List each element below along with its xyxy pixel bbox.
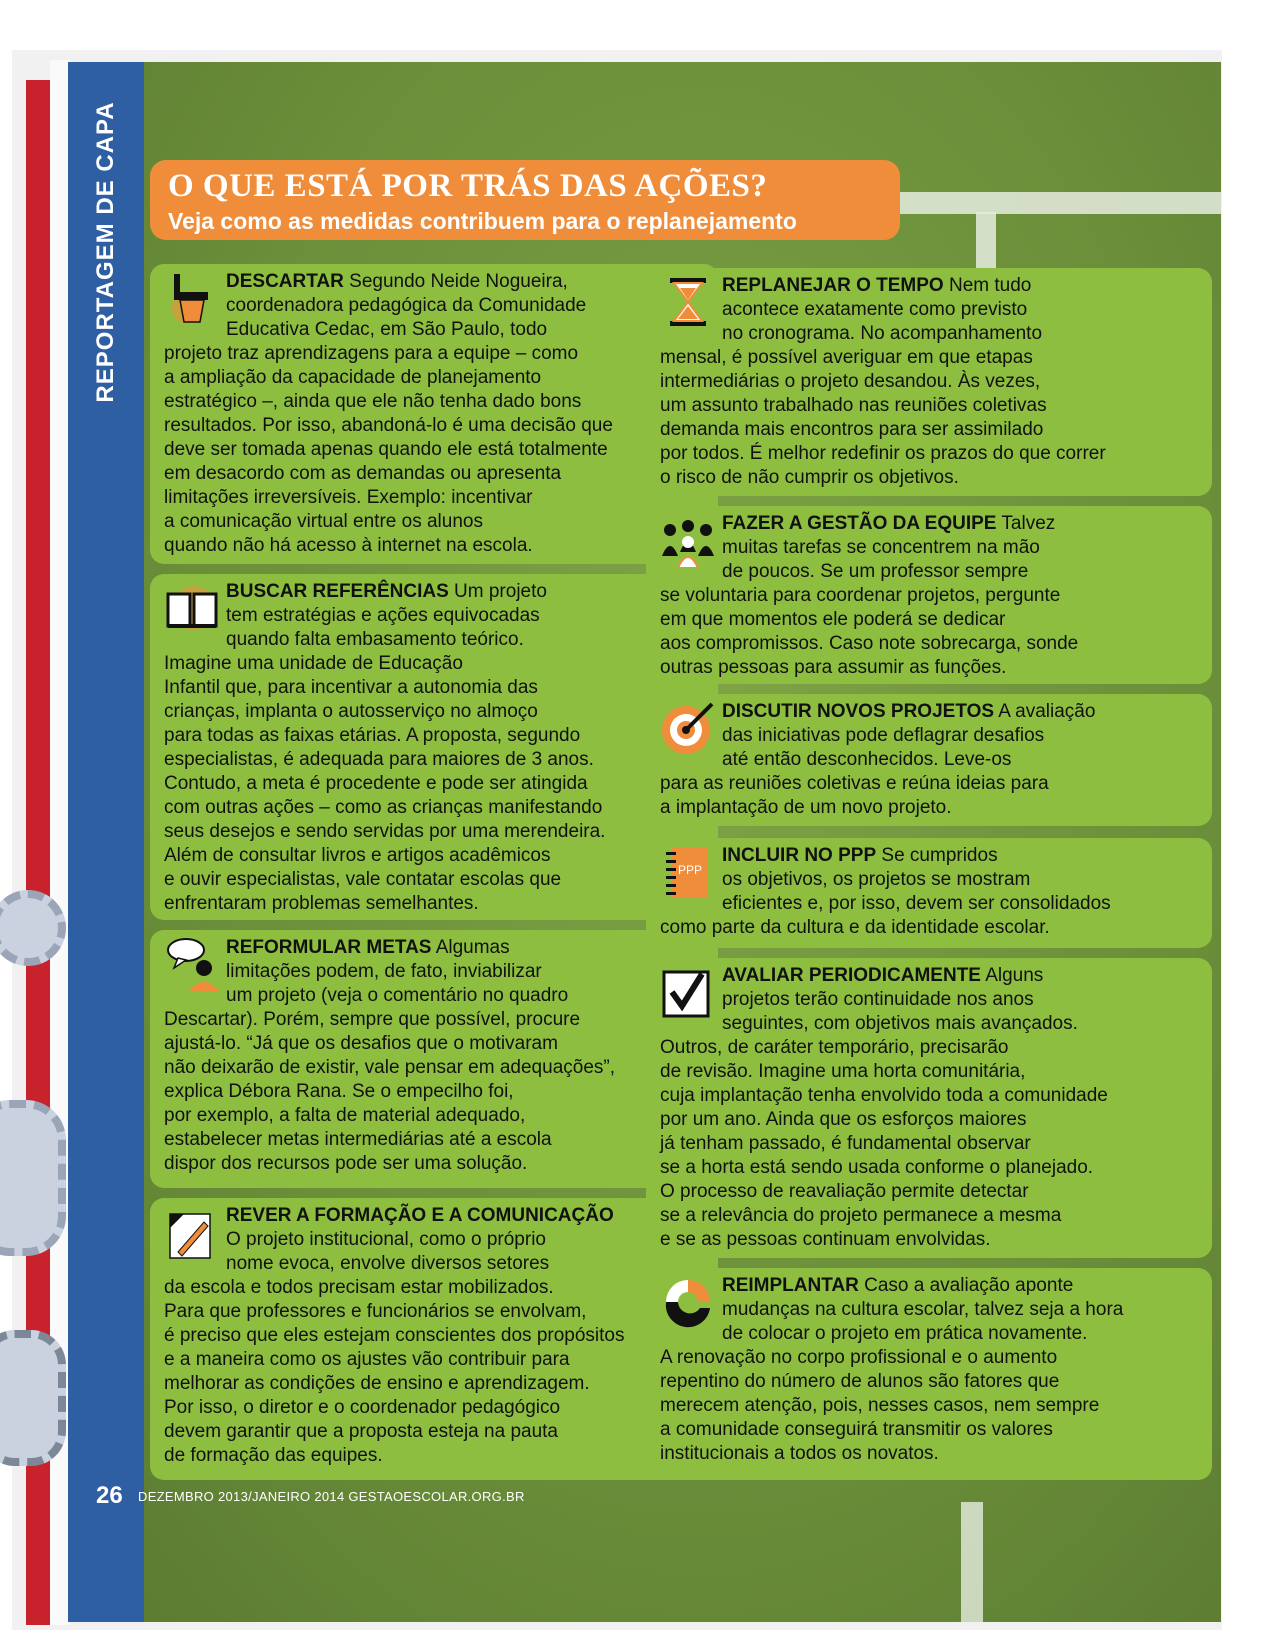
card-title: DESCARTAR (226, 271, 344, 292)
card-title: REFORMULAR METAS (226, 937, 432, 958)
card-title: AVALIAR PERIODICAMENTE (722, 965, 981, 986)
card-title: REVER A FORMAÇÃO E A COMUNICAÇÃO (226, 1205, 614, 1226)
card-body: mensal, é possível averiguar em que etapas intermediárias o projeto desandou. Às vezes, um assunto trabalhado nas reuniões coletivas demanda mais encontros para ser assimilado por todos. É melhor redefinir os prazos do que correr o risco de não cumprir os objetivos. (660, 347, 1106, 488)
recycle-arrow-icon (660, 1274, 716, 1330)
card-lead: Caso a avaliação aponte mudanças na cultura escolar, talvez seja a hora de colocar o projeto em prática novamente. (722, 1275, 1124, 1344)
card-avaliar-periodicamente (646, 958, 1212, 1258)
target-dart-icon (660, 700, 716, 756)
gear-decoration (0, 1100, 66, 1256)
checkmark-icon (660, 964, 716, 1020)
footer-info: DEZEMBRO 2013/JANEIRO 2014 GESTAOESCOLAR.ORG.BR (138, 1489, 525, 1504)
page-title: O QUE ESTÁ POR TRÁS DAS AÇÕES? (168, 168, 768, 204)
magazine-page (68, 62, 1221, 1622)
card-descartar (150, 264, 718, 564)
hourglass-icon (660, 274, 716, 330)
trash-bin-icon (164, 270, 220, 326)
card-lead: Se cumpridos os objetivos, os projetos se mostram eficientes e, por isso, devem ser consolidados (722, 845, 1111, 914)
card-lead: Algumas limitações podem, de fato, inviabilizar um projeto (veja o comentário no quadro (226, 937, 569, 1006)
page-number: 26 (96, 1482, 123, 1509)
card-title: INCLUIR NO PPP (722, 845, 877, 866)
card-body: se voluntaria para coordenar projetos, pergunte em que momentos ele poderá se dedicar aos compromissos. Caso note sobrecarga, sonde outras pessoas para assumir as funções. (660, 585, 1079, 678)
card-discutir-novos-projetos (646, 694, 1212, 826)
card-body: da escola e todos precisam estar mobilizados. Para que professores e funcionários se envolvam, é preciso que eles estejam conscientes dos propósitos e a maneira como os ajustes vão contribuir para melhorar as condições de ensino e aprendizagem. Por isso, o diretor e o coordenador pedagógico devem garantir que a proposta esteja na pauta de formação das equipes. (164, 1277, 625, 1466)
card-title: DISCUTIR NOVOS PROJETOS (722, 701, 995, 722)
card-body: como parte da cultura e da identidade escolar. (660, 917, 1050, 938)
team-people-icon (660, 512, 716, 568)
gear-decoration (0, 1330, 66, 1466)
card-title: REIMPLANTAR (722, 1275, 859, 1296)
card-lead: Segundo Neide Nogueira, coordenadora pedagógica da Comunidade Educativa Cedac, em São Paulo, todo (226, 271, 587, 340)
field-line (878, 192, 1221, 214)
card-lead: Nem tudo acontece exatamente como previsto no cronograma. No acompanhamento (722, 275, 1043, 344)
open-book-icon (164, 580, 220, 636)
card-body: Descartar). Porém, sempre que possível, procure ajustá-lo. “Já que os desafios que o motivaram não deixarão de existir, vale pensar em adequações”, explica Débora Rana. Se o empecilho foi, por exemplo, a falta de material adequado, estabelecer metas intermediárias até a escola dispor dos recursos pode ser uma solução. (164, 1009, 615, 1174)
card-title: REPLANEJAR O TEMPO (722, 275, 944, 296)
notebook-ppp-icon (660, 844, 716, 900)
card-lead: Alguns projetos terão continuidade nos anos seguintes, com objetivos mais avançados. (722, 965, 1078, 1034)
card-body: Imagine uma unidade de Educação Infantil que, para incentivar a autonomia das crianças, implanta o autosserviço no almoço para todas as faixas etárias. A proposta, segundo especialistas, é adequada para maiores de 3 anos. Contudo, a meta é procedente e pode ser atingida com outras ações – como as crianças manifestando seus desejos e sendo servidas por uma merendeira. Além de consultar livros e artigos acadêmicos e ouvir especialistas, vale contatar escolas que enfrentaram problemas semelhantes. (164, 653, 606, 914)
card-lead: A avaliação das iniciativas pode deflagrar desafios até então desconhecidos. Leve-os (722, 701, 1096, 770)
card-body: Outros, de caráter temporário, precisarão de revisão. Imagine uma horta comunitária, cuja implantação tenha envolvido toda a comunidade por um ano. Ainda que os esforços maiores já tenham passado, é fundamental observar se a horta está sendo usada conforme o planejado. O processo de reavaliação permite detectar se a relevância do projeto permanece a mesma e se as pessoas continuam envolvidas. (660, 1037, 1108, 1250)
section-spine (68, 62, 144, 1622)
page-subtitle: Veja como as medidas contribuem para o replanejamento (168, 208, 797, 234)
section-label: REPORTAGEM DE CAPA (92, 101, 119, 403)
card-title: BUSCAR REFERÊNCIAS (226, 581, 449, 602)
field-line (961, 1502, 983, 1622)
card-replanejar-tempo (646, 268, 1212, 496)
card-lead: Um projeto tem estratégias e ações equivocadas quando falta embasamento teórico. (226, 581, 547, 650)
card-title: FAZER A GESTÃO DA EQUIPE (722, 513, 997, 534)
notebook-ppp-label: PPP (677, 863, 703, 877)
card-rever-formacao (150, 1198, 718, 1480)
card-body: projeto traz aprendizagens para a equipe – como a ampliação da capacidade de planejamento estratégico –, ainda que ele não tenha dado bons resultados. Por isso, abandoná-lo é uma decisão que deve ser tomada apenas quando ele está totalmente em desacordo com as demandas ou apresenta limitações irreversíveis. Exemplo: incentivar a comunicação virtual entre os alunos quando não há acesso à internet na escola. (164, 343, 613, 556)
card-buscar-referencias (150, 574, 718, 920)
card-reformular-metas (150, 930, 718, 1188)
card-lead: Talvez muitas tarefas se concentrem na mão de poucos. Se um professor sempre (722, 513, 1056, 582)
card-body: para as reuniões coletivas e reúna ideias para a implantação de um novo projeto. (660, 773, 1049, 818)
pencil-paper-icon (164, 1204, 220, 1260)
card-gestao-equipe (646, 506, 1212, 684)
card-lead: O projeto institucional, como o próprio nome evoca, envolve diversos setores (226, 1229, 550, 1274)
card-incluir-ppp (646, 838, 1212, 948)
card-reimplantar (646, 1268, 1212, 1480)
speech-bubble-person-icon (164, 936, 220, 992)
card-body: A renovação no corpo profissional e o aumento repentino do número de alunos são fatores que merecem atenção, pois, nesses casos, nem sempre a comunidade conseguirá transmitir os valores institucionais a todos os novatos. (660, 1347, 1100, 1464)
